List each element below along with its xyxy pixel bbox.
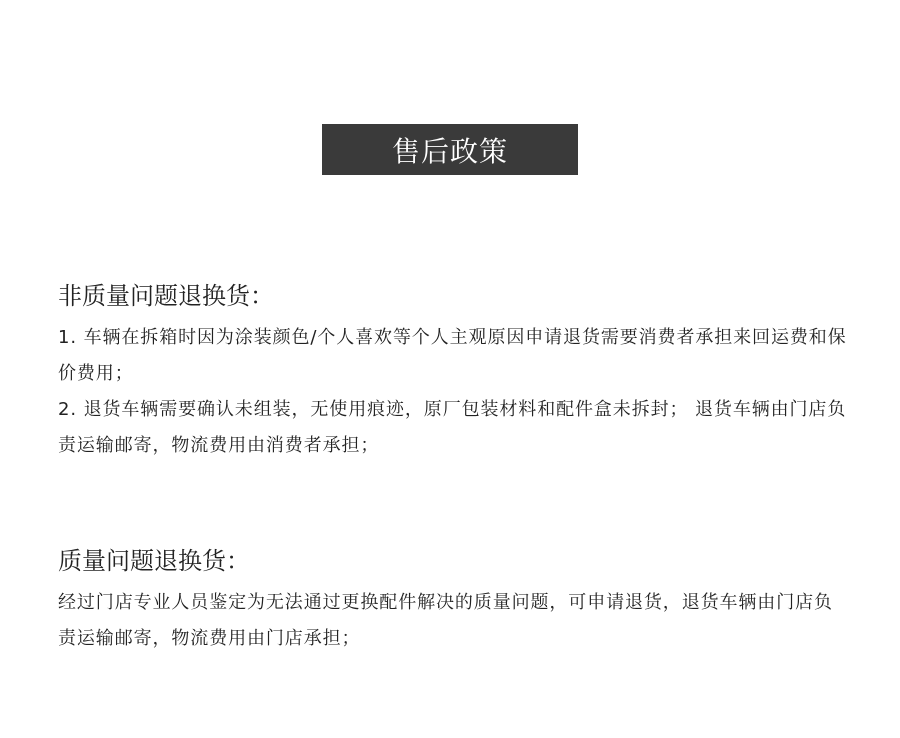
non-quality-item-1: 1. 车辆在拆箱时因为涂装颜色/个人喜欢等个人主观原因申请退货需要消费者承担来回运费和保价费用； xyxy=(58,327,847,384)
non-quality-return-section xyxy=(58,278,848,464)
quality-item-1: 经过门店专业人员鉴定为无法通过更换配件解决的质量问题，可申请退货，退货车辆由门店负责运输邮寄，物流费用由门店承担； xyxy=(58,592,833,649)
quality-return-section xyxy=(58,543,848,657)
quality-heading: 质量问题退换货： xyxy=(58,547,250,575)
non-quality-heading: 非质量问题退换货： xyxy=(58,282,274,310)
page-title: 售后政策 xyxy=(322,124,578,175)
non-quality-item-2: 2. 退货车辆需要确认未组装，无使用痕迹，原厂包装材料和配件盒未拆封； 退货车辆由门店负责运输邮寄，物流费用由消费者承担； xyxy=(58,399,847,456)
